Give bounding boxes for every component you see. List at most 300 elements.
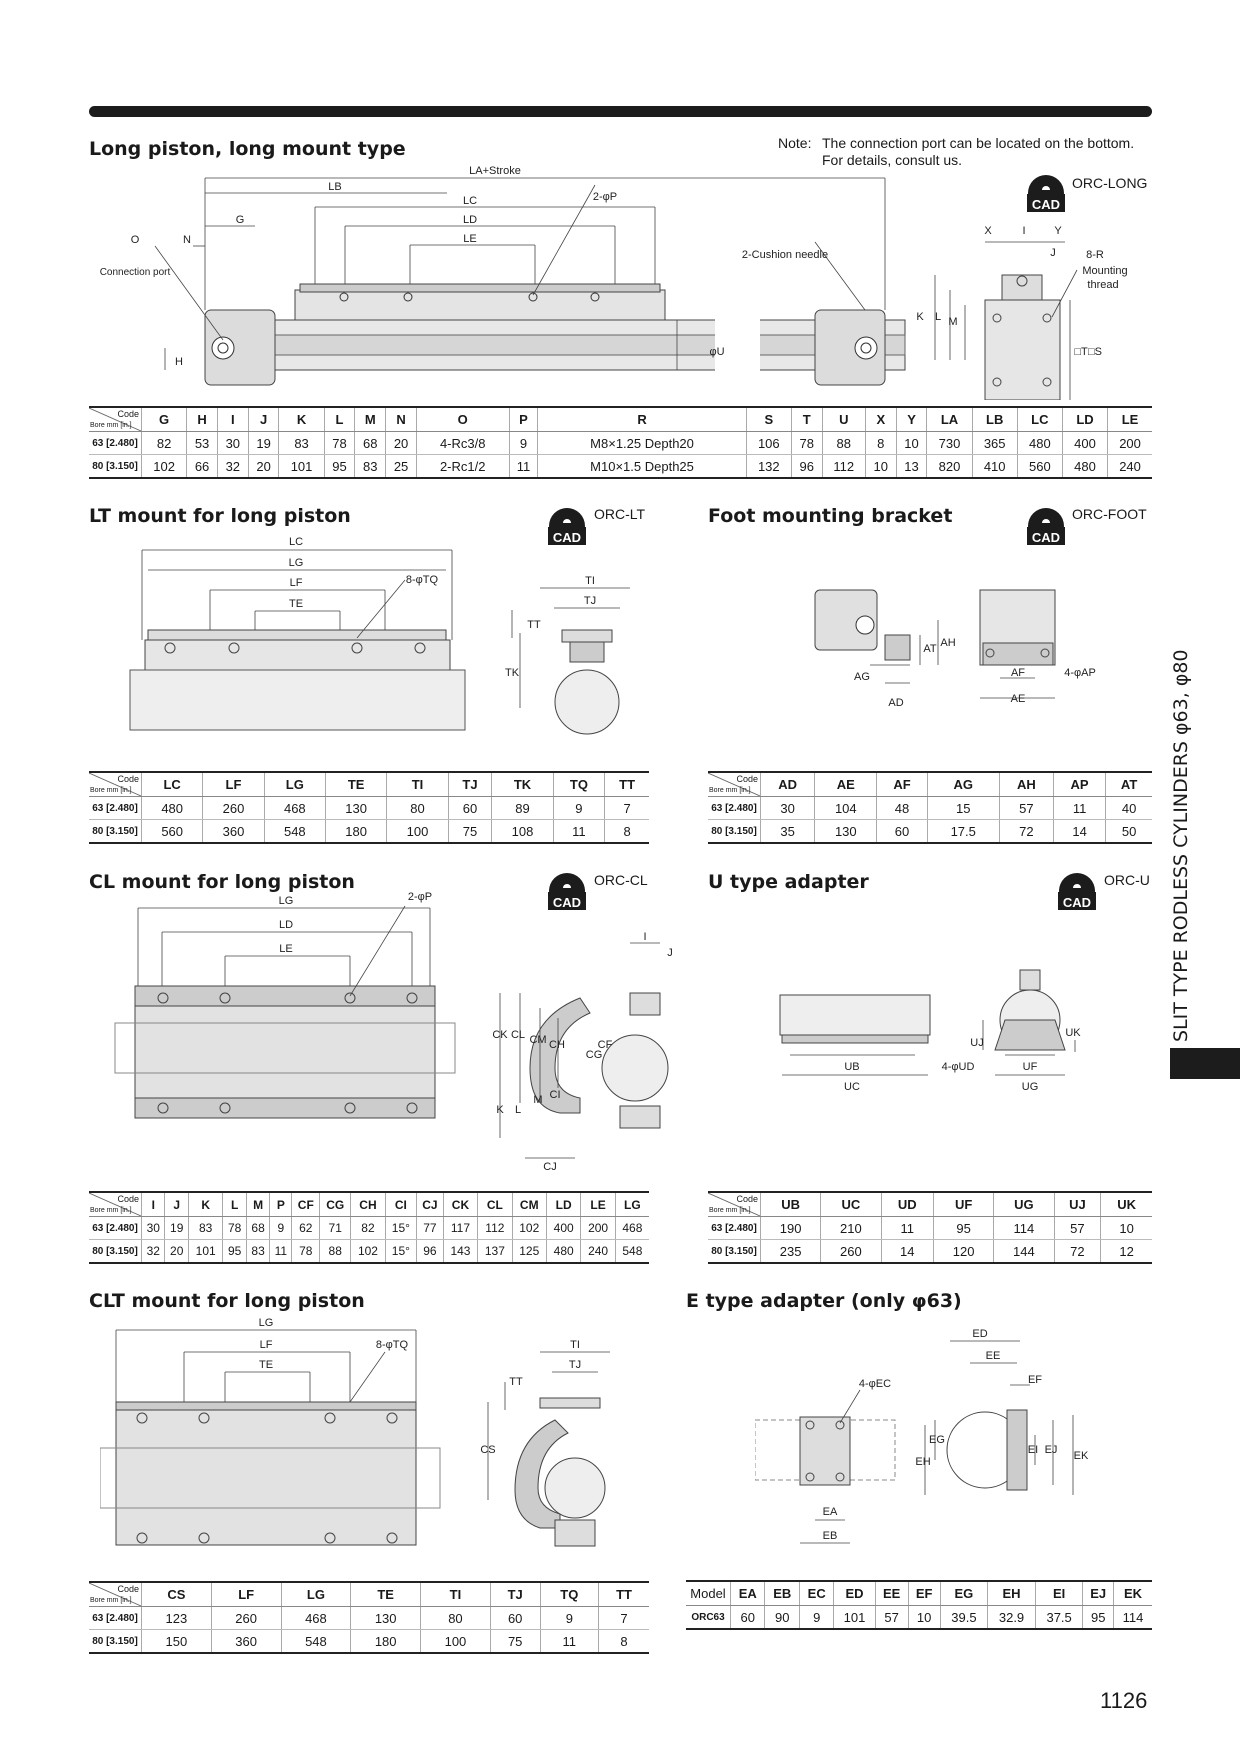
table-cell: 78 [292,1240,320,1264]
svg-text:LG: LG [288,557,304,569]
table-cell: 480 [142,797,203,820]
table-cell: 480 [1062,455,1107,479]
bore-cell: 80 [3.150] [89,1630,142,1654]
bore-cell: 80 [3.150] [708,820,761,844]
svg-text:LF: LF [289,577,303,589]
svg-text:4-φEC: 4-φEC [858,1378,892,1390]
side-tab-marker [1170,1048,1240,1079]
svg-text:CAD: CAD [1031,197,1061,212]
table-cell: 32 [142,1240,165,1264]
lt-mount-title: LT mount for long piston [89,505,351,527]
table-cell: 11 [540,1630,599,1654]
table-cell: 260 [211,1607,281,1630]
table-cell: 240 [1108,455,1152,479]
column-header: EG [940,1581,988,1606]
table-cell: 180 [325,820,386,844]
u-adapter-table [708,1191,1152,1264]
table-cell: 190 [761,1217,821,1240]
table-cell: 9 [799,1606,833,1630]
column-header: M [246,1192,269,1217]
table-cell: 77 [417,1217,444,1240]
table-row [708,820,1152,844]
column-header: L [223,1192,246,1217]
table-cell: 10 [1101,1217,1152,1240]
table-cell: 468 [264,797,325,820]
clt-mount-title: CLT mount for long piston [89,1290,365,1312]
table-row [89,820,649,844]
table-cell: 2-Rc1/2 [416,455,509,479]
table-cell: 20 [386,432,417,455]
e-adapter-table [686,1580,1152,1630]
column-header: LA [927,407,972,432]
table-cell: 14 [1053,820,1105,844]
bore-cell: 63 [2.480] [89,1607,142,1630]
column-header: LF [211,1582,281,1607]
svg-text:CF: CF [597,1039,613,1051]
header-rule [89,106,1152,117]
column-header: P [509,407,538,432]
column-header: L [324,407,355,432]
table-cell: 95 [324,455,355,479]
column-header: AE [815,772,877,797]
foot-bracket-title: Foot mounting bracket [708,505,953,527]
svg-text:EI: EI [1027,1444,1039,1456]
bore-cell: 63 [2.480] [708,797,761,820]
table-row [89,1240,649,1264]
svg-text:EH: EH [915,1456,931,1468]
column-header: UB [761,1192,821,1217]
table-cell: M10×1.5 Depth25 [538,455,746,479]
code-label: Code [117,774,139,784]
column-header: TQ [540,1582,599,1607]
table-cell: 130 [815,820,877,844]
table-corner-cell [708,772,761,797]
svg-text:AH: AH [940,637,956,649]
column-header: TJ [490,1582,540,1607]
table-cell: 100 [421,1630,491,1654]
table-cell: 114 [994,1217,1054,1240]
table-cell: 130 [351,1607,421,1630]
table-cell: 75 [490,1630,540,1654]
table-cell: 57 [1054,1217,1101,1240]
column-header: CS [142,1582,212,1607]
table-cell: 11 [1053,797,1105,820]
table-cell: 548 [281,1630,351,1654]
table-corner-cell [89,1192,142,1217]
column-header: LE [1108,407,1152,432]
column-header: TI [387,772,448,797]
code-label: Code [117,1194,139,1204]
table-cell: 66 [187,455,218,479]
table-cell: 102 [512,1217,546,1240]
table-cell: 19 [248,432,279,455]
svg-text:AE: AE [1010,693,1026,705]
table-cell: 60 [448,797,492,820]
cl-mount-drawing [100,888,690,1178]
svg-text:4-φUD: 4-φUD [941,1061,975,1073]
table-header-row [708,1192,1152,1217]
column-header: LB [972,407,1017,432]
table-cell: 88 [822,432,865,455]
svg-text:J: J [667,947,673,959]
svg-text:thread: thread [1087,279,1119,291]
table-corner-cell [89,407,142,432]
table-cell: 125 [512,1240,546,1264]
table-cell: 150 [142,1630,212,1654]
svg-text:EE: EE [985,1350,1001,1362]
svg-text:L: L [934,311,942,323]
table-row [708,797,1152,820]
code-label: Code [117,409,139,419]
table-cell: 4-Rc3/8 [416,432,509,455]
table-cell: 200 [1108,432,1152,455]
table-cell: 112 [478,1217,512,1240]
table-cell: 88 [320,1240,351,1264]
table-cell: 96 [791,455,822,479]
table-cell: 32 [217,455,248,479]
svg-text:G: G [235,214,245,226]
column-header: TE [325,772,386,797]
column-header: LG [281,1582,351,1607]
bore-cell: 80 [3.150] [89,820,142,844]
svg-text:UC: UC [844,1081,860,1093]
svg-text:UB: UB [844,1061,860,1073]
column-header: G [142,407,187,432]
column-header: EB [765,1581,799,1606]
column-header: UK [1101,1192,1152,1217]
table-cell: 130 [325,797,386,820]
bore-label: Bore mm [in.] [709,787,751,794]
svg-text:φU: φU [709,346,725,358]
table-cell: 68 [246,1217,269,1240]
table-cell: 548 [264,820,325,844]
column-header: T [791,407,822,432]
bore-cell: 80 [3.150] [89,1240,142,1264]
table-cell: 360 [203,820,264,844]
svg-text:LA+Stroke: LA+Stroke [469,165,521,177]
column-header: TI [421,1582,491,1607]
table-cell: 95 [223,1240,246,1264]
table-cell: 30 [761,797,815,820]
table-row [708,1217,1152,1240]
column-header: LC [142,772,203,797]
svg-text:4-φAP: 4-φAP [1064,667,1096,679]
table-cell: 730 [927,432,972,455]
table-cell: 8 [605,820,649,844]
table-cell: 11 [270,1240,292,1264]
table-row [686,1606,1152,1630]
table-cell: 83 [188,1217,222,1240]
column-header: CH [351,1192,385,1217]
svg-text:EG: EG [929,1434,945,1446]
table-cell: 7 [605,797,649,820]
table-cell: 90 [765,1606,799,1630]
svg-text:UJ: UJ [970,1037,984,1049]
table-cell: 62 [292,1217,320,1240]
table-cell: 548 [615,1240,649,1264]
svg-text:□S: □S [1088,346,1102,358]
page-number: 1126 [1100,1688,1148,1713]
table-cell: 560 [1017,455,1062,479]
svg-text:CK: CK [492,1029,508,1041]
table-cell: 114 [1114,1606,1152,1630]
table-cell: 102 [142,455,187,479]
svg-text:TJ: TJ [583,595,597,607]
column-header: EC [799,1581,833,1606]
column-header: K [188,1192,222,1217]
svg-text:8-R: 8-R [1086,249,1104,261]
table-cell: 78 [324,432,355,455]
svg-text:I: I [643,931,647,943]
table-cell: 50 [1106,820,1152,844]
table-cell: 48 [877,797,927,820]
table-cell: 180 [351,1630,421,1654]
column-header: CL [478,1192,512,1217]
table-cell: 83 [279,432,324,455]
cad-model-lt: ORC-LT [594,506,646,522]
table-cell: 37.5 [1035,1606,1083,1630]
table-cell: 57 [875,1606,908,1630]
table-cell: 117 [443,1217,477,1240]
column-header: TJ [448,772,492,797]
column-header: Y [896,407,927,432]
svg-text:X: X [984,225,992,237]
long-piston-drawing [95,160,1165,400]
table-cell: 30 [217,432,248,455]
table-cell: 468 [281,1607,351,1630]
column-header: CG [320,1192,351,1217]
table-cell: 9 [270,1217,292,1240]
svg-text:CAD: CAD [552,530,582,545]
table-cell: 71 [320,1217,351,1240]
table-corner-cell [89,772,142,797]
table-cell: 60 [490,1607,540,1630]
table-cell: 108 [492,820,553,844]
table-cell: 19 [165,1217,188,1240]
svg-text:AD: AD [888,697,904,709]
table-row [89,455,1152,479]
table-cell: 9 [553,797,605,820]
table-cell: 112 [822,455,865,479]
column-header: AF [877,772,927,797]
svg-text:LF: LF [259,1339,273,1351]
table-cell: 82 [142,432,187,455]
side-category-label: SLIT TYPE RODLESS CYLINDERS φ63, φ80 [1170,649,1192,1042]
u-adapter-drawing [770,960,1090,1120]
table-cell: 11 [553,820,605,844]
table-cell: 132 [746,455,791,479]
bore-cell: 80 [3.150] [708,1240,761,1264]
table-row [89,797,649,820]
table-cell: 410 [972,455,1017,479]
clt-mount-table [89,1581,649,1654]
svg-text:Mounting: Mounting [1082,265,1128,277]
table-cell: 10 [908,1606,940,1630]
column-header: LD [546,1192,580,1217]
table-cell: 101 [279,455,324,479]
svg-text:LG: LG [278,895,294,907]
table-corner-cell [89,1582,142,1607]
svg-text:M: M [948,316,958,328]
table-cell: 83 [246,1240,269,1264]
table-header-row [89,1582,649,1607]
column-header: LD [1062,407,1107,432]
column-header: R [538,407,746,432]
column-header: X [865,407,896,432]
column-header: CM [512,1192,546,1217]
svg-text:EJ: EJ [1044,1444,1058,1456]
column-header: EE [875,1581,908,1606]
table-row [708,1240,1152,1264]
svg-text:CAD: CAD [1031,530,1061,545]
svg-text:I: I [1022,225,1026,237]
svg-text:ED: ED [972,1328,988,1340]
table-cell: 89 [492,797,553,820]
table-cell: 32.9 [988,1606,1036,1630]
table-cell: 143 [443,1240,477,1264]
table-cell: 365 [972,432,1017,455]
svg-text:O: O [130,234,140,246]
column-header: UD [881,1192,934,1217]
column-header: AH [999,772,1053,797]
note-line-1: The connection port can be located on the bottom. [822,135,1135,151]
e-adapter-title: E type adapter (only φ63) [686,1290,962,1312]
table-cell: 95 [934,1217,994,1240]
e-adapter-drawing [755,1325,1125,1555]
column-header: EA [731,1581,765,1606]
svg-text:LE: LE [463,233,477,245]
svg-text:LC: LC [462,195,478,207]
column-header: M [355,407,386,432]
table-cell: 7 [599,1607,649,1630]
svg-text:LG: LG [258,1317,274,1329]
svg-text:K: K [496,1104,504,1116]
cl-mount-table [89,1191,649,1264]
column-header: LF [203,772,264,797]
clt-mount-drawing [100,1310,660,1560]
column-header: U [822,407,865,432]
column-header: J [248,407,279,432]
table-header-row [708,772,1152,797]
column-header: UF [934,1192,994,1217]
column-header: ED [834,1581,875,1606]
svg-text:LE: LE [279,943,293,955]
table-row [89,1607,649,1630]
svg-text:TJ: TJ [568,1359,582,1371]
cad-icon[interactable] [1027,507,1065,545]
table-cell: 468 [615,1217,649,1240]
svg-text:2-Cushion needle: 2-Cushion needle [741,249,829,261]
table-cell: 35 [761,820,815,844]
cad-model-foot: ORC-FOOT [1072,506,1147,522]
column-header: S [746,407,791,432]
table-cell: 400 [1062,432,1107,455]
svg-text:8-φTQ: 8-φTQ [375,1339,409,1351]
table-cell: 104 [815,797,877,820]
column-header: P [270,1192,292,1217]
table-row [89,432,1152,455]
cl-mount-title: CL mount for long piston [89,871,355,893]
cad-model-cl: ORC-CL [594,872,648,888]
table-cell: 137 [478,1240,512,1264]
table-corner-cell: Model [686,1581,731,1606]
column-header: LG [264,772,325,797]
svg-text:CI: CI [549,1089,561,1101]
long-piston-table [89,406,1152,479]
table-header-row [89,407,1152,432]
table-cell: 100 [387,820,448,844]
svg-text:LB: LB [328,181,342,193]
column-header: CK [443,1192,477,1217]
table-cell: M8×1.25 Depth20 [538,432,746,455]
table-cell: 11 [509,455,538,479]
bore-cell: 63 [2.480] [89,797,142,820]
table-cell: 17.5 [927,820,999,844]
table-cell: 95 [1083,1606,1114,1630]
bore-label: Bore mm [in.] [90,422,132,429]
column-header: TT [599,1582,649,1607]
column-header: H [187,407,218,432]
svg-text:TK: TK [504,667,520,679]
table-cell: 39.5 [940,1606,988,1630]
table-cell: 12 [1101,1240,1152,1264]
cad-icon[interactable] [1058,872,1096,910]
column-header: UC [821,1192,881,1217]
column-header: LG [615,1192,649,1217]
cad-model-u: ORC-U [1104,872,1150,888]
table-header-row [89,1192,649,1217]
table-cell: 101 [834,1606,875,1630]
column-header: AP [1053,772,1105,797]
bore-cell: 63 [2.480] [89,1217,142,1240]
table-cell: 260 [821,1240,881,1264]
long-piston-title: Long piston, long mount type [89,138,406,160]
svg-text:Connection port: Connection port [99,267,171,278]
table-cell: 235 [761,1240,821,1264]
column-header: LC [1017,407,1062,432]
bore-label: Bore mm [in.] [90,1207,132,1214]
column-header: TK [492,772,553,797]
svg-text:M: M [533,1094,543,1106]
svg-text:LD: LD [462,214,478,226]
table-header-row [89,772,649,797]
table-cell: 560 [142,820,203,844]
svg-text:□T: □T [1074,346,1088,358]
foot-bracket-table [708,771,1152,844]
table-cell: 200 [581,1217,615,1240]
bore-label: Bore mm [in.] [709,1207,751,1214]
svg-text:LC: LC [288,536,304,548]
table-cell: 60 [877,820,927,844]
table-cell: 120 [934,1240,994,1264]
svg-text:CJ: CJ [543,1161,557,1173]
svg-text:AT: AT [923,643,937,655]
table-cell: 820 [927,455,972,479]
svg-text:CG: CG [585,1049,603,1061]
svg-text:UK: UK [1065,1027,1081,1039]
column-header: LE [581,1192,615,1217]
table-cell: 123 [142,1607,212,1630]
svg-text:N: N [183,234,191,246]
table-cell: 20 [165,1240,188,1264]
svg-text:Y: Y [1054,225,1062,237]
column-header: K [279,407,324,432]
note-label: Note: [778,135,812,151]
table-cell: 78 [223,1217,246,1240]
table-cell: 80 [421,1607,491,1630]
bore-label: Bore mm [in.] [90,787,132,794]
table-cell: 57 [999,797,1053,820]
